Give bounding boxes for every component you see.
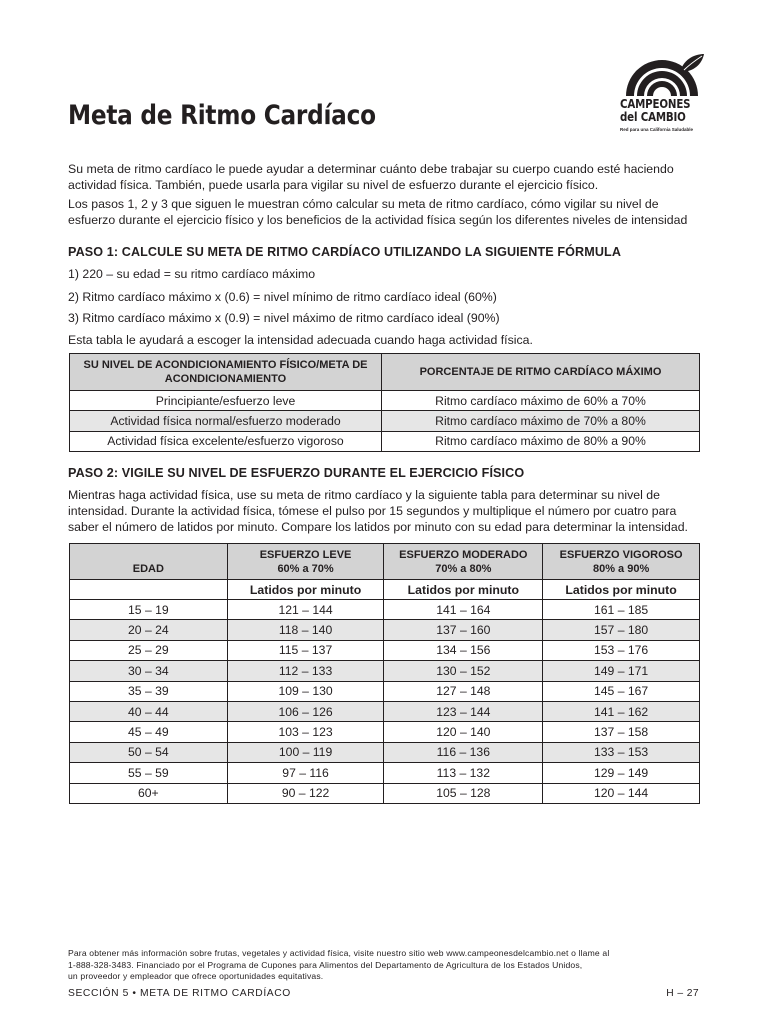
table-row: 25 – 29 115 – 137 134 – 156 153 – 176 [70,640,700,660]
table-row: 35 – 39 109 – 130 127 – 148 145 – 167 [70,681,700,701]
page-title: Meta de Ritmo Cardíaco [68,100,376,131]
table-row: 60+ 90 – 122 105 – 128 120 – 144 [70,783,700,803]
footnote: Para obtener más información sobre frutas, vegetales y actividad física, visite nuestro sitio web www.campeonesdelcambio.net o llame al 1-888-328-3483. Financiado por el Programa de Cupones para Alimentos del Departamento de Agricultura de los Estados Unidos, un proveedor y empleador que ofrece oportunidades equitativas. [68,948,610,981]
header-age: EDAD [70,544,228,580]
table-row: Principiante/esfuerzo leve Ritmo cardíaco máximo de 60% a 70% [70,391,700,411]
step2-heading: PASO 2: VIGILE SU NIVEL DE ESFUERZO DURANTE EL EJERCICIO FÍSICO [68,466,525,480]
header-light-effort: ESFUERZO LEVE 60% a 70% [227,544,384,580]
header-fitness-level: SU NIVEL DE ACONDICIONAMIENTO FÍSICO/META DE ACONDICIONAMIENTO [70,354,382,391]
campeones-logo [618,50,708,140]
header-max-percentage: PORCENTAJE DE RITMO CARDÍACO MÁXIMO [382,354,700,391]
formula-line-1: 1) 220 – su edad = su ritmo cardíaco máximo [68,267,316,281]
table-row: 20 – 24 118 – 140 137 – 160 157 – 180 [70,620,700,640]
table-subheader-row: Latidos por minuto Latidos por minuto Latidos por minuto [70,580,700,600]
table-header-row [70,354,700,391]
table-header-row [70,544,700,580]
table-intro-note: Esta tabla le ayudará a escoger la intensidad adecuada cuando haga actividad física. [68,333,533,347]
heart-rate-table [69,543,700,804]
header-vigorous-effort: ESFUERZO VIGOROSO 80% a 90% [543,544,700,580]
formula-line-3: 3) Ritmo cardíaco máximo x (0.9) = nivel máximo de ritmo cardíaco ideal (90%) [68,311,500,325]
table-row: 45 – 49 103 – 123 120 – 140 137 – 158 [70,722,700,742]
section-footer: SECCIÓN 5 • META DE RITMO CARDÍACO [68,988,291,999]
step1-heading: PASO 1: CALCULE SU META DE RITMO CARDÍACO UTILIZANDO LA SIGUIENTE FÓRMULA [68,245,622,259]
table-row: 50 – 54 100 – 119 116 – 136 133 – 153 [70,742,700,762]
table-row: Actividad física excelente/esfuerzo vigoroso Ritmo cardíaco máximo de 80% a 90% [70,431,700,451]
step2-paragraph: Mientras haga actividad física, use su meta de ritmo cardíaco y la siguiente tabla para determinar su nivel de intensidad. Durante la actividad física, tómese el pulso por 15 segundos y multiplique el número por cuatro para saber el número de latidos por minuto. Compare los latidos por minuto con su edad para determinar la intensidad. [68,488,688,534]
formula-line-2: 2) Ritmo cardíaco máximo x (0.6) = nivel mínimo de ritmo cardíaco ideal (60%) [68,290,497,304]
table-row: 40 – 44 106 – 126 123 – 144 141 – 162 [70,701,700,721]
intro-paragraph-2: Los pasos 1, 2 y 3 que siguen le muestran cómo calcular su meta de ritmo cardíaco, cómo vigilar su nivel de esfuerzo durante el ejercicio físico y los beneficios de la actividad física según los diferentes niveles de intensidad [68,197,688,227]
logo-wordmark: CAMPEONES del CAMBIO [620,96,691,124]
logo-tagline: Red para una California Saludable [620,127,694,132]
page-number: H – 27 [666,988,699,999]
table-row: 30 – 34 112 – 133 130 – 152 149 – 171 [70,661,700,681]
fitness-level-table [69,353,700,452]
rainbow-leaf-icon [622,50,704,96]
intro-paragraph-1: Su meta de ritmo cardíaco le puede ayudar a determinar cuánto debe trabajar su cuerpo cuando esté haciendo actividad física. También, puede usarla para vigilar su nivel de esfuerzo durante el ejercicio físico. [68,162,674,192]
table-row: 55 – 59 97 – 116 113 – 132 129 – 149 [70,763,700,783]
table-row: Actividad física normal/esfuerzo moderado Ritmo cardíaco máximo de 70% a 80% [70,411,700,431]
header-moderate-effort: ESFUERZO MODERADO 70% a 80% [384,544,543,580]
table-row: 15 – 19 121 – 144 141 – 164 161 – 185 [70,600,700,620]
